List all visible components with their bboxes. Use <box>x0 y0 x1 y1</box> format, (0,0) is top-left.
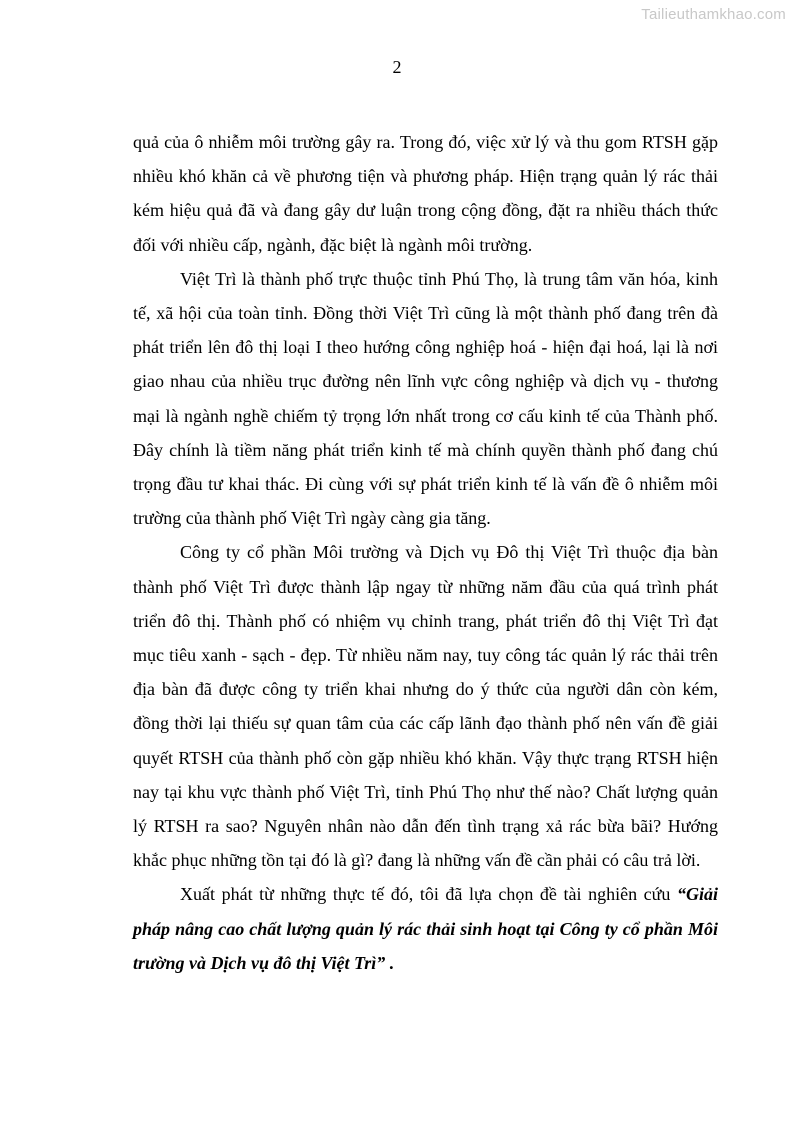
document-body <box>133 125 718 980</box>
paragraph-4-lead: Xuất phát từ những thực tế đó, tôi đã lựa chọn đề tài nghiên cứu <box>180 884 677 905</box>
paragraph-4 <box>133 877 718 980</box>
paragraph-3: Công ty cổ phần Môi trường và Dịch vụ Đô thị Việt Trì thuộc địa bàn thành phố Việt Trì được thành lập ngay từ những năm đầu của quá trình phát triển đô thị. Thành phố có nhiệm vụ chỉnh trang, phát triển đô thị Việt Trì đạt mục tiêu xanh - sạch - đẹp. Từ nhiều năm nay, tuy công tác quản lý rác thải trên địa bàn đã được công ty triển khai nhưng do ý thức của người dân còn kém, đồng thời lại thiếu sự quan tâm của các cấp lãnh đạo thành phố nên vấn đề giải quyết RTSH của thành phố còn gặp nhiều khó khăn. Vậy thực trạng RTSH hiện nay tại khu vực thành phố Việt Trì, tỉnh Phú Thọ như thế nào? Chất lượng quản lý RTSH ra sao? Nguyên nhân nào dẫn đến tình trạng xả rác bừa bãi? Hướng khắc phục những tồn tại đó là gì? đang là những vấn đề cần phải có câu trả lời. <box>133 542 718 871</box>
paragraph-1: quả của ô nhiễm môi trường gây ra. Trong đó, việc xử lý và thu gom RTSH gặp nhiều khó khăn cả về phương tiện và phương pháp. Hiện trạng quản lý rác thải kém hiệu quả đã và đang gây dư luận trong cộng đồng, đặt ra nhiều thách thức đối với nhiều cấp, ngành, đặc biệt là ngành môi trường. <box>133 132 718 255</box>
paragraph-2: Việt Trì là thành phố trực thuộc tỉnh Phú Thọ, là trung tâm văn hóa, kinh tế, xã hội của toàn tỉnh. Đồng thời Việt Trì cũng là một thành phố đang trên đà phát triển lên đô thị loại I theo hướng công nghiệp hoá - hiện đại hoá, lại là nơi giao nhau của nhiều trục đường nên lĩnh vực công nghiệp và dịch vụ - thương mại là ngành nghề chiếm tỷ trọng lớn nhất trong cơ cấu kinh tế của Thành phố. Đây chính là tiềm năng phát triển kinh tế mà chính quyền thành phố đang chú trọng đầu tư khai thác. Đi cùng với sự phát triển kinh tế là vấn đề ô nhiễm môi trường của thành phố Việt Trì ngày càng gia tăng. <box>133 268 718 529</box>
page-number: 2 <box>392 57 402 77</box>
thesis-title: “Giải pháp nâng cao chất lượng quản lý rác thải sinh hoạt tại Công ty cổ phần Môi trường và Dịch vụ đô thị Việt Trì” . <box>133 884 718 973</box>
watermark: Tailieuthamkhao.com <box>641 6 786 23</box>
